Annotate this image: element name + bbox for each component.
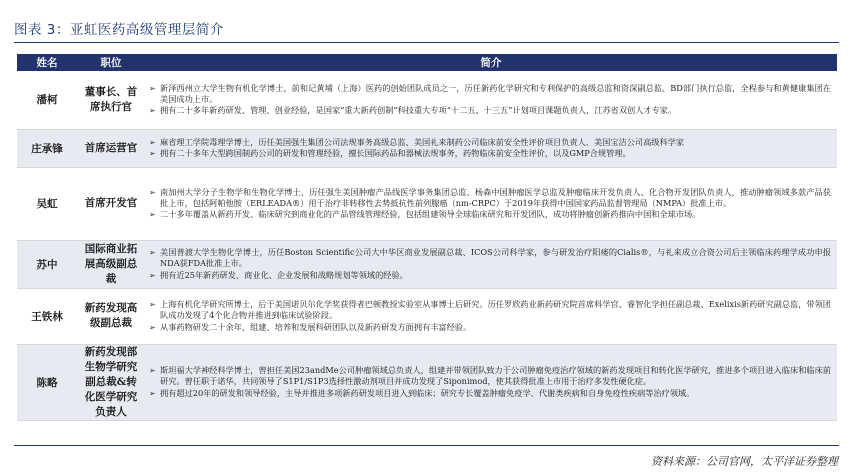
person-name: 潘柯 (17, 71, 77, 129)
table-header-row (17, 54, 837, 71)
arrow-bullet-icon: ➢ (149, 83, 156, 93)
arrow-bullet-icon: ➢ (149, 149, 156, 158)
bullet-text: 美国普渡大学生物化学博士，历任Boston Scientific公司大中华区商业发展副总裁、ICOS公司科学家，参与研发治疗阳痿的Cialis®，与礼来成立合资公司后主领临床药理学成功申报NDA获FDA批准上市。 (160, 247, 831, 269)
intro-bullet (149, 270, 831, 281)
intro-bullet (149, 148, 831, 159)
person-intro (145, 167, 837, 240)
source-note: 资料来源：公司官网，太平洋证券整理 (651, 455, 838, 468)
arrow-bullet-icon: ➢ (149, 137, 156, 147)
person-name: 苏中 (17, 240, 77, 288)
person-intro (145, 344, 837, 420)
bullet-text: 上海有机化学研究所博士，后于美国诺贝尔化学奖获得者巴顿教授实验室从事博士后研究。历任罗欣药业新药研究院首席科学官、睿智化学担任副总裁、Exelixis新药研究副总监，带领团队成功发现了4个化合物并推进到临床试验阶段。 (160, 299, 831, 321)
arrow-bullet-icon: ➢ (149, 106, 156, 116)
intro-bullet (149, 299, 831, 321)
clipped-previous-text (0, 0, 850, 3)
table-row (17, 288, 837, 344)
intro-bullet-list (149, 137, 831, 159)
arrow-bullet-icon: ➢ (149, 210, 156, 220)
bullet-text: 新泽西州立大学生物有机化学博士，前和记黄埔（上海）医药的创始团队成员之一，历任新药化学研究和专利保护的高级总监和资深副总监、BD部门执行总监，全程参与和黄健康集团在美国成功上市。 (160, 82, 831, 105)
arrow-bullet-icon: ➢ (149, 300, 156, 310)
bullet-text: 拥有近25年新药研发、商业化、企业发展和战略规划等领域的经验。 (160, 269, 408, 280)
person-position: 首席运营官 (77, 129, 145, 167)
person-name: 吴虹 (17, 167, 77, 240)
bullet-text: 南加州大学分子生物学和生物化学博士，历任强生美国肿瘤产品线医学事务集团总监、杨森中国肿瘤医学总监及肿瘤临床开发负责人、化合物开发团队负责人，推动肿瘤领域多款产品获批上市，包括阿帕他胺（ERLEADA®）用于治疗非转移性去势抵抗性前列腺癌（nm-CRPC）于2019年获得中国国家药品监督管理局（NMPA）批准上市。 (160, 186, 831, 208)
table-row (17, 344, 837, 420)
intro-bullet (149, 388, 831, 399)
bullet-text: 二十多年覆盖从新药开发、临床研究到商业化的产品管线管理经验，包括组建领导全球临床研究和开发团队，成功将肿瘤创新药推向中国和全球市场。 (160, 209, 701, 220)
bullet-text: 拥有二十多年新药研发、管理、创业经验，是国家“重大新药创制”科技重大专项“十二五、十三五”计划项目课题负责人，江苏省双创人才专家。 (160, 105, 677, 116)
intro-bullet (149, 83, 831, 105)
intro-bullet (149, 247, 831, 269)
intro-bullet-list (149, 365, 831, 399)
bullet-text: 麻省理工学院毒理学博士，历任美国强生集团公司法规事务高级总监、美国礼来制药公司临床前安全性评价项目负责人、美国宝洁公司高级科学家 (160, 136, 685, 147)
intro-bullet (149, 209, 831, 220)
person-position: 首席开发官 (77, 167, 145, 240)
intro-bullet-list (149, 83, 831, 117)
figure-caption: 图表 3：亚虹医药高级管理层简介 (14, 22, 224, 38)
arrow-bullet-icon: ➢ (149, 270, 156, 280)
table-row (17, 240, 837, 288)
bullet-text: 从事药物研发二十余年，组建、培养和发展科研团队以及新药研发方面拥有丰富经验。 (160, 321, 472, 332)
arrow-bullet-icon: ➢ (149, 187, 156, 197)
table-bottom-rule (14, 445, 839, 446)
person-intro (145, 71, 837, 129)
intro-bullet-list (149, 247, 831, 281)
person-position: 董事长、首席执行官 (77, 71, 145, 129)
intro-bullet (149, 322, 831, 333)
table-row (17, 129, 837, 167)
person-name: 陈略 (17, 344, 77, 420)
caption-rule (14, 42, 839, 43)
table-row (17, 71, 837, 129)
bullet-text: 拥有超过20年的研发和领导经验，主导并推进多项新药研发项目进入到临床；研究专长覆盖肿瘤免疫学、代谢类疾病和自身免疫性疾病等治疗领域。 (160, 387, 695, 398)
person-name: 庄承锋 (17, 129, 77, 167)
intro-bullet (149, 365, 831, 387)
intro-bullet-list (149, 187, 831, 221)
bullet-text: 拥有二十多年大型跨国制药公司的研发和管理经验，擅长国际药品和器械法规事务，药物临床前安全性评价，以及GMP合规管理。 (160, 148, 631, 158)
arrow-bullet-icon: ➢ (149, 248, 156, 258)
arrow-bullet-icon: ➢ (149, 366, 156, 376)
intro-bullet (149, 137, 831, 148)
person-position: 国际商业拓展高级副总裁 (77, 240, 145, 288)
header-intro: 简介 (145, 54, 837, 71)
management-table (17, 54, 837, 421)
table-row (17, 167, 837, 240)
header-position: 职位 (77, 54, 145, 71)
person-name: 王铁林 (17, 288, 77, 344)
person-position: 新药发现部生物学研究副总裁&转化医学研究负责人 (77, 344, 145, 420)
intro-bullet (149, 187, 831, 209)
person-position: 新药发现高级副总裁 (77, 288, 145, 344)
person-intro (145, 288, 837, 344)
person-intro (145, 129, 837, 167)
intro-bullet-list (149, 299, 831, 333)
header-name: 姓名 (17, 54, 77, 71)
intro-bullet (149, 105, 831, 116)
bullet-text: 斯坦福大学神经科学博士，曾担任美国23andMe公司肿瘤领域总负责人，组建并带领团队致力于公司肿瘤免疫治疗领域的新药发现项目和转化医学研究，推进多个项目进入临床和临床前研究。曾任职于诺华，共同领导了S1P1/S1P3选择性激动剂项目并成功发现了Siponimod，使其获得批准上市用于治疗多发性硬化症。 (160, 365, 831, 387)
person-intro (145, 240, 837, 288)
arrow-bullet-icon: ➢ (149, 322, 156, 332)
arrow-bullet-icon: ➢ (149, 388, 156, 398)
